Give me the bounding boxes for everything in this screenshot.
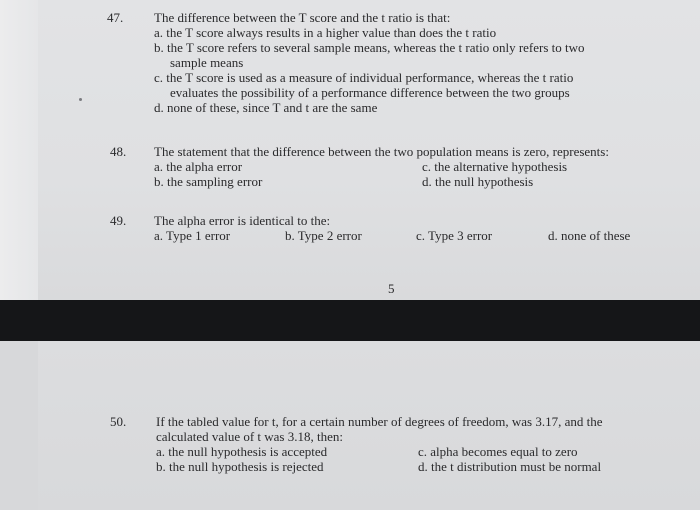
question-49 — [154, 213, 674, 243]
question-49-options — [154, 228, 674, 243]
question-47-option-b-line1: b. the T score refers to several sample means, whereas the t ratio only refers to two — [154, 40, 585, 55]
question-48-option-d: d. the null hypothesis — [422, 174, 534, 189]
question-50-row-2 — [156, 459, 676, 474]
question-50 — [156, 414, 676, 474]
question-47-option-c-line2: evaluates the possibility of a performance difference between the two groups — [170, 85, 570, 100]
question-50-option-d: d. the t distribution must be normal — [418, 459, 602, 474]
question-47-number: 47. — [107, 10, 124, 25]
question-48-row-1 — [154, 159, 674, 174]
question-50-number: 50. — [110, 414, 127, 429]
page-left-margin-lower — [0, 341, 38, 510]
question-49-option-d: d. none of these — [548, 228, 631, 243]
question-50-option-a: a. the null hypothesis is accepted — [156, 444, 328, 459]
question-49-option-b: b. Type 2 error — [285, 228, 362, 243]
page-number: 5 — [388, 281, 395, 296]
question-50-stem-line1: If the tabled value for t, for a certain number of degrees of freedom, was 3.17, and the — [156, 414, 603, 429]
page-gap-shadow — [0, 300, 700, 341]
question-49-stem: The alpha error is identical to the: — [154, 213, 331, 228]
question-48-option-c: c. the alternative hypothesis — [422, 159, 568, 174]
question-48 — [154, 144, 674, 189]
question-50-row-1 — [156, 444, 676, 459]
question-50-stem-line2: calculated value of t was 3.18, then: — [156, 429, 343, 444]
question-47-option-a: a. the T score always results in a higher value than does the t ratio — [154, 25, 497, 40]
question-48-option-a: a. the alpha error — [154, 159, 243, 174]
question-49-option-a: a. Type 1 error — [154, 228, 231, 243]
question-50-option-b: b. the null hypothesis is rejected — [156, 459, 324, 474]
question-47-option-b — [154, 40, 585, 70]
question-47-option-b-line2: sample means — [170, 55, 244, 70]
question-48-stem: The statement that the difference between the two population means is zero, represents: — [154, 144, 609, 159]
question-48-row-2 — [154, 174, 674, 189]
question-47-option-c — [154, 70, 585, 100]
question-48-number: 48. — [110, 144, 127, 159]
question-47-stem: The difference between the T score and the t ratio is that: — [154, 10, 451, 25]
paper-speck — [79, 98, 82, 101]
question-49-option-c: c. Type 3 error — [416, 228, 493, 243]
question-48-option-b: b. the sampling error — [154, 174, 263, 189]
question-49-number: 49. — [110, 213, 127, 228]
question-50-option-c: c. alpha becomes equal to zero — [418, 444, 578, 459]
question-47-option-c-line1: c. the T score is used as a measure of individual performance, whereas the t ratio — [154, 70, 574, 85]
question-47 — [154, 10, 585, 115]
question-47-option-d: d. none of these, since T and t are the same — [154, 100, 378, 115]
